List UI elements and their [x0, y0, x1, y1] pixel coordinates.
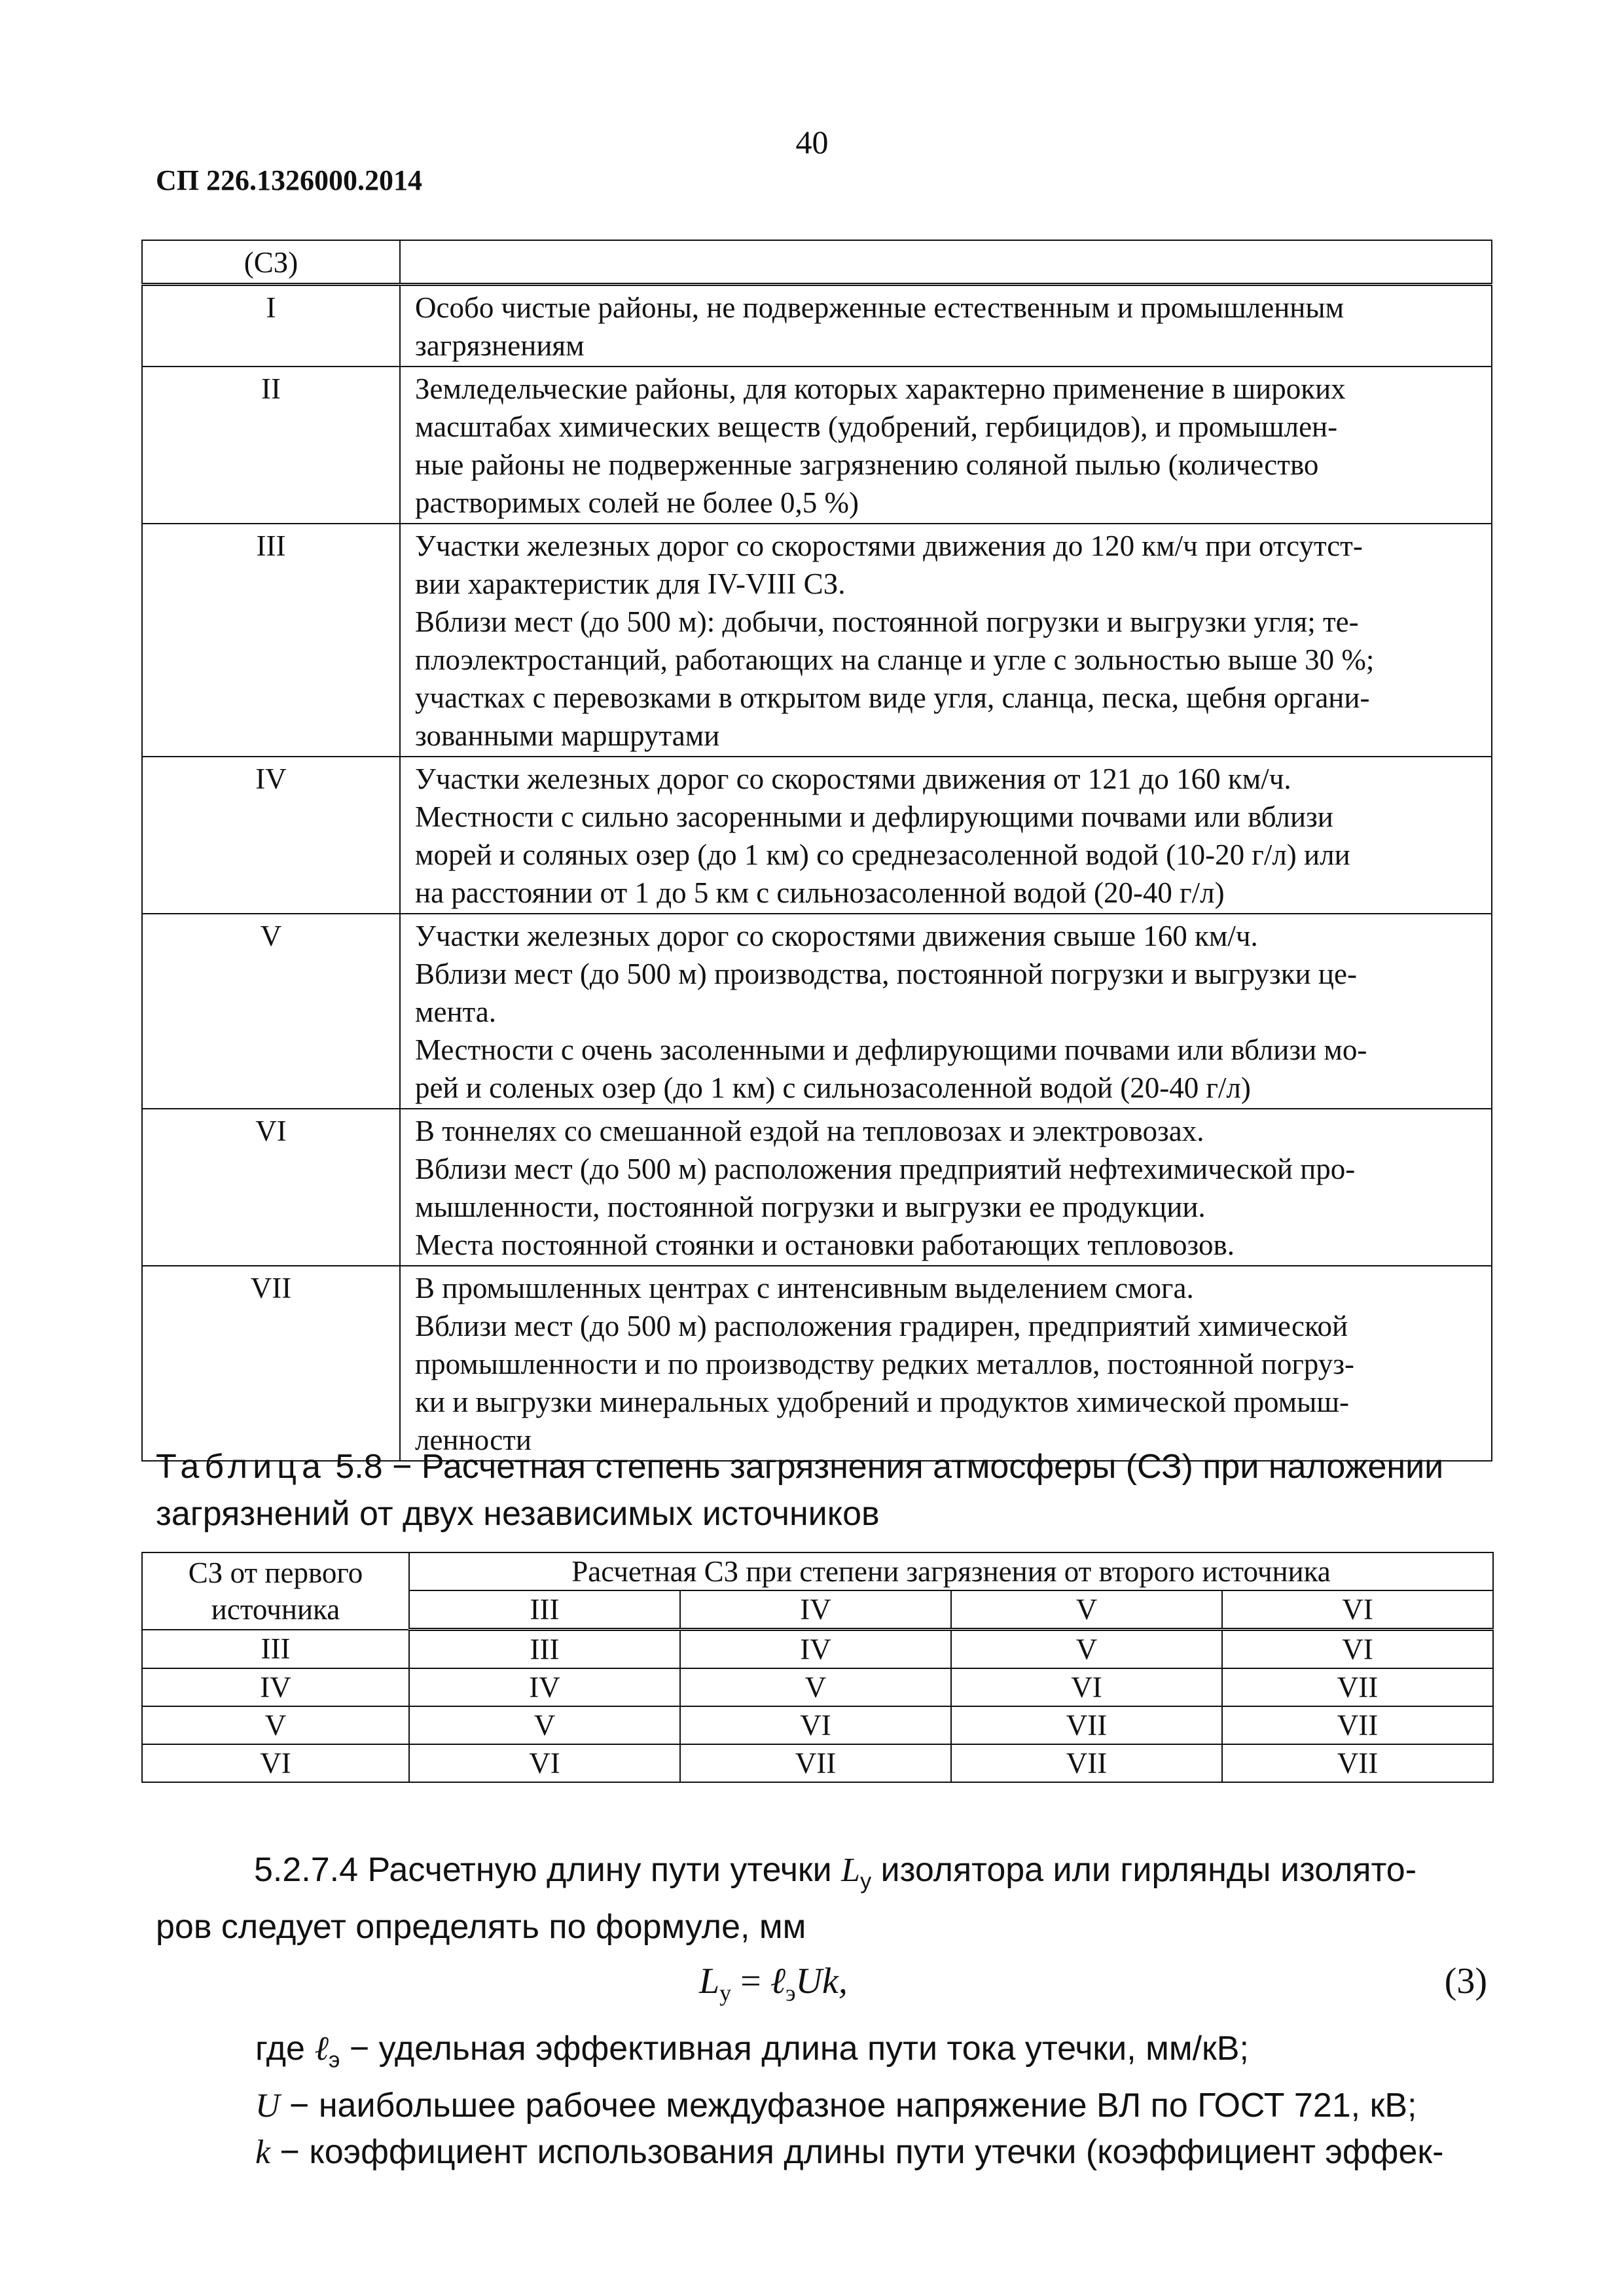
table-row: [142, 1266, 1492, 1461]
table-header-row: [142, 240, 1492, 285]
second-source-level-header: IV: [680, 1590, 951, 1630]
description-line: Вблизи мест (до 500 м) расположения градирен, предприятий химической: [415, 1310, 1348, 1342]
class-cell: I: [142, 285, 400, 367]
description-line: В промышленных центрах с интенсивным выделением смога.: [415, 1272, 1194, 1304]
definition-k-symbol: k: [255, 2134, 271, 2172]
definition-ell-text: − удельная эффективная длина пути тока утечки, мм/кВ;: [340, 2030, 1249, 2068]
caption-line-1: [156, 1443, 1492, 1490]
caption-title: 5.8 − Расчетная степень загрязнения атмосферы (СЗ) при наложении: [325, 1448, 1444, 1486]
description-line: Вблизи мест (до 500 м) расположения предприятий нефтехимической про-: [415, 1153, 1356, 1185]
table-row: [142, 1668, 1493, 1706]
result-cell: V: [680, 1668, 951, 1706]
description-line: ные районы не подверженные загрязнению соляной пылью (количество: [415, 448, 1319, 481]
first-source-cell: IV: [142, 1668, 409, 1706]
description-cell: [400, 757, 1492, 914]
result-cell: VII: [951, 1706, 1222, 1744]
result-cell: III: [409, 1630, 680, 1669]
description-line: мышленности, постоянной погрузки и выгрузки ее продукции.: [415, 1191, 1206, 1223]
table-row: [142, 1744, 1493, 1782]
table-caption: [156, 1443, 1492, 1537]
description-line: Участки железных дорог со скоростями движения от 121 до 160 км/ч.: [415, 762, 1291, 795]
definition-k-text: − коэффициент использования длины пути утечки (коэффициент эффек-: [270, 2133, 1444, 2172]
description-line: Земледельческие районы, для которых характерно применение в широких: [415, 372, 1346, 405]
definition-U: [255, 2083, 1492, 2129]
result-cell: IV: [409, 1668, 680, 1706]
description-line: Местности с очень засоленными и дефлирующими почвами или вблизи мо-: [415, 1033, 1367, 1066]
result-cell: VI: [1222, 1630, 1493, 1669]
table-row: [142, 1706, 1493, 1744]
formula-definitions: [255, 2026, 1492, 2176]
result-cell: VII: [680, 1744, 951, 1782]
page-number: 40: [795, 124, 829, 160]
description-cell: [400, 524, 1492, 757]
description-line: Вблизи мест (до 500 м) производства, постоянной погрузки и выгрузки це-: [415, 958, 1357, 990]
description-line: В тоннелях со смешанной ездой на тепловозах и электровозах.: [415, 1115, 1204, 1147]
definition-U-text: − наибольшее рабочее междуфазное напряжение ВЛ по ГОСТ 721, кВ;: [280, 2087, 1417, 2125]
description-line: плоэлектростанций, работающих на сланце и угле с зольностью выше 30 %;: [415, 643, 1375, 676]
header-cell-class: (СЗ): [142, 240, 400, 285]
description-cell: [400, 1266, 1492, 1461]
result-cell: VII: [1222, 1744, 1493, 1782]
description-line: масштабах химических веществ (удобрений, гербицидов), и промышлен-: [415, 410, 1338, 443]
description-line: вии характеристик для IV-VIII СЗ.: [415, 567, 846, 600]
document-code: СП 226.1326000.2014: [156, 164, 422, 196]
definition-U-symbol: U: [255, 2087, 280, 2125]
result-cell: IV: [680, 1630, 951, 1669]
description-line: Участки железных дорог со скоростями движения до 120 км/ч при отсутст-: [415, 529, 1363, 562]
formula-number: (3): [1444, 1961, 1487, 2001]
header-cell-description: [400, 240, 1492, 285]
formula-expression: [699, 1960, 848, 2007]
description-line: промышленности и по производству редких металлов, постоянной погруз-: [415, 1348, 1354, 1380]
first-source-header-line-1: СЗ от первого: [188, 1556, 363, 1589]
class-cell: V: [142, 914, 400, 1109]
description-line: растворимых солей не более 0,5 %): [415, 486, 859, 519]
first-source-cell: III: [142, 1630, 409, 1669]
description-line: ленности: [415, 1424, 532, 1456]
table-row: [142, 914, 1492, 1109]
symbol-L-subscript: у: [860, 1869, 872, 1894]
description-line: участках с перевозками в открытом виде угля, сланца, песка, щебня органи-: [415, 681, 1370, 714]
description-line: зованными маршрутами: [415, 719, 720, 752]
caption-label: Таблица: [156, 1448, 326, 1486]
definition-prefix: где: [255, 2030, 315, 2068]
first-source-cell: V: [142, 1706, 409, 1744]
caption-line-2: загрязнений от двух независимых источников: [156, 1495, 880, 1533]
result-cell: VI: [680, 1706, 951, 1744]
paragraph-5-2-7-4: [156, 1847, 1492, 1950]
description-line: Места постоянной стоянки и остановки работающих тепловозов.: [415, 1229, 1235, 1261]
result-cell: V: [951, 1630, 1222, 1669]
definition-ell: [255, 2026, 1492, 2083]
table-row: [142, 524, 1492, 757]
second-source-level-header: III: [409, 1590, 680, 1630]
first-source-header-line-2: источника: [211, 1592, 340, 1626]
result-cell: V: [409, 1706, 680, 1744]
formula-lhs: L: [699, 1961, 720, 2001]
description-line: загрязнениям: [415, 329, 585, 362]
table-row: [142, 1109, 1492, 1266]
result-cell: VII: [1222, 1668, 1493, 1706]
description-line: ки и выгрузки минеральных удобрений и продуктов химической промыш-: [415, 1386, 1349, 1418]
paragraph-text-a: 5.2.7.4 Расчетную длину пути утечки: [254, 1851, 842, 1889]
class-cell: III: [142, 524, 400, 757]
combined-pollution-table: [141, 1552, 1494, 1783]
symbol-L: L: [841, 1852, 861, 1889]
paragraph-line-2: ров следует определять по формуле, мм: [156, 1908, 806, 1946]
description-line: морей и соляных озер (до 1 км) со среднезасоленной водой (10-20 г/л) или: [415, 838, 1350, 871]
description-line: Местности с сильно засоренными и дефлирующими почвами или вблизи: [415, 800, 1333, 833]
formula-ell-subscript: э: [785, 1980, 796, 2007]
table-header-row: [142, 1552, 1493, 1590]
first-source-header: [142, 1552, 409, 1630]
description-line: рей и соленых озер (до 1 км) с сильнозасоленной водой (20-40 г/л): [415, 1071, 1251, 1104]
second-source-group-header: Расчетная СЗ при степени загрязнения от второго источника: [409, 1552, 1493, 1590]
class-cell: IV: [142, 757, 400, 914]
result-cell: VII: [951, 1744, 1222, 1782]
second-source-level-header: VI: [1222, 1590, 1493, 1630]
description-cell: [400, 285, 1492, 367]
result-cell: VII: [1222, 1706, 1493, 1744]
class-cell: VI: [142, 1109, 400, 1266]
definition-ell-subscript: э: [329, 2047, 340, 2073]
paragraph-text-b: изолятора или гирлянды изолято-: [871, 1851, 1417, 1889]
first-source-cell: VI: [142, 1744, 409, 1782]
result-cell: VI: [951, 1668, 1222, 1706]
table-row: [142, 285, 1492, 367]
pollution-classes-table: [141, 240, 1492, 1462]
formula-rest: Uk,: [795, 1961, 848, 2001]
paragraph-line-1: [156, 1847, 1492, 1904]
formula-ell: ℓ: [770, 1961, 786, 2001]
class-cell: VII: [142, 1266, 400, 1461]
description-cell: [400, 367, 1492, 524]
class-cell: II: [142, 367, 400, 524]
table-row: [142, 367, 1492, 524]
description-line: Участки железных дорог со скоростями движения свыше 160 км/ч.: [415, 920, 1258, 952]
description-line: Вблизи мест (до 500 м): добычи, постоянной погрузки и выгрузки угля; те-: [415, 605, 1359, 638]
result-cell: VI: [409, 1744, 680, 1782]
definition-k: [255, 2129, 1492, 2176]
formula-lhs-subscript: у: [719, 1980, 732, 2007]
definition-ell-symbol: ℓ: [314, 2030, 329, 2068]
table-row: [142, 757, 1492, 914]
description-cell: [400, 914, 1492, 1109]
second-source-level-header: V: [951, 1590, 1222, 1630]
description-cell: [400, 1109, 1492, 1266]
formula-equals: =: [731, 1961, 770, 2001]
description-line: мента.: [415, 996, 496, 1028]
description-line: Особо чистые районы, не подверженные естественным и промышленным: [415, 291, 1344, 324]
description-line: на расстоянии от 1 до 5 км с сильнозасоленной водой (20-40 г/л): [415, 876, 1225, 909]
table-row: [142, 1630, 1493, 1669]
